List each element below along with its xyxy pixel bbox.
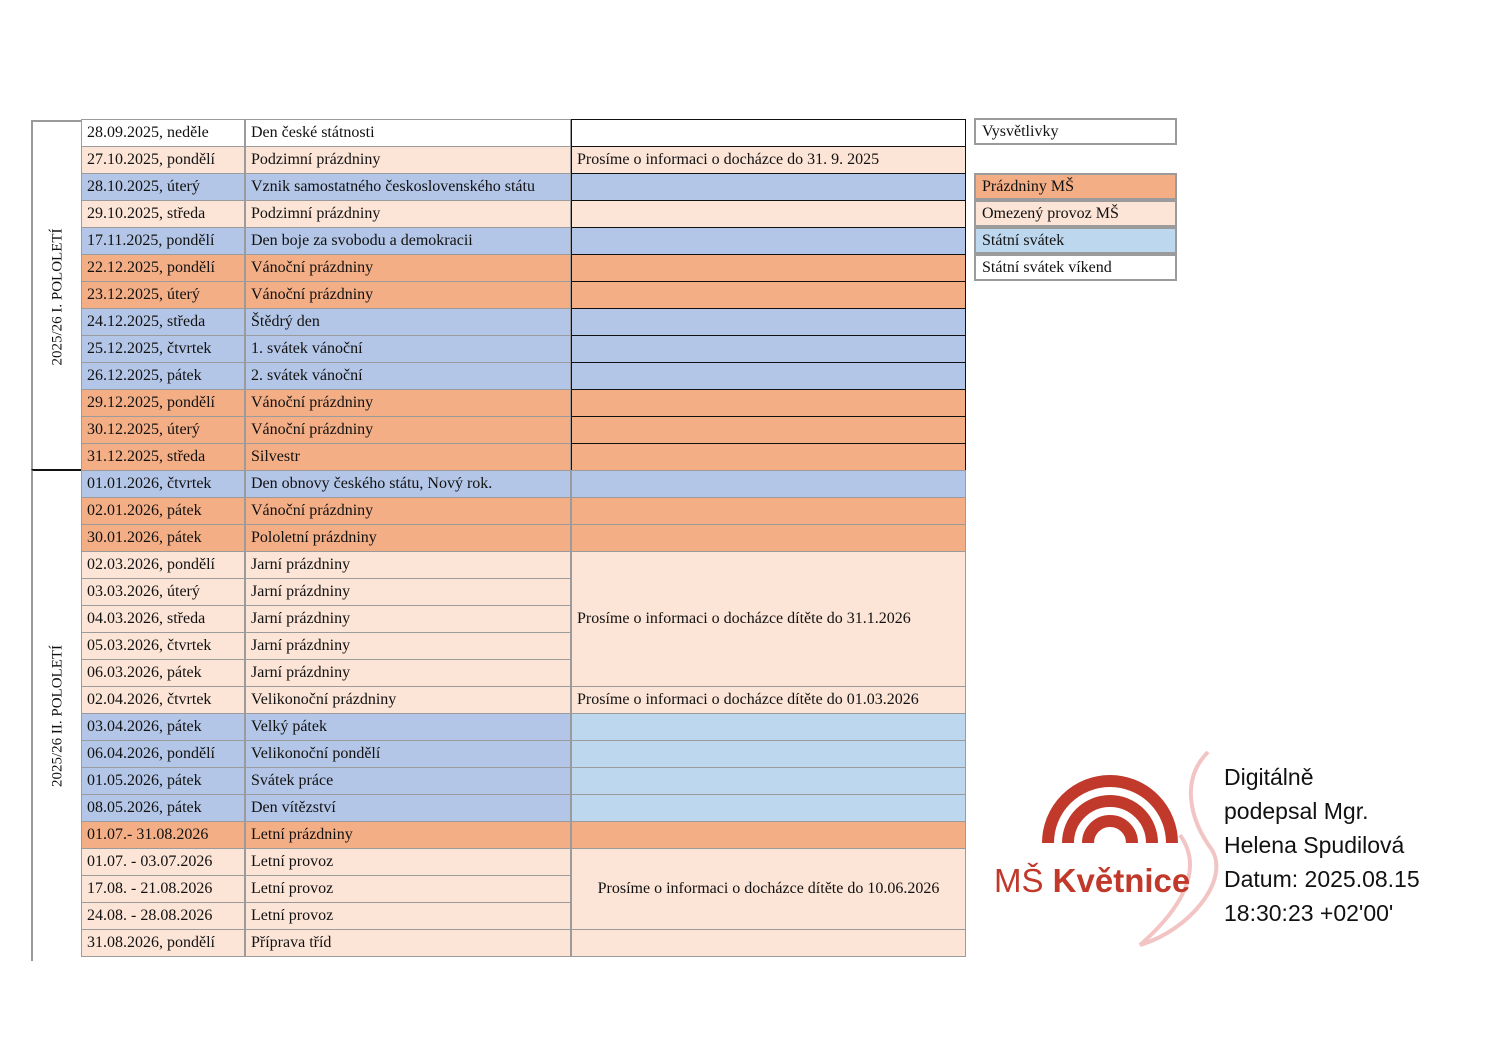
row-note bbox=[571, 443, 966, 471]
signature-line: Datum: 2025.08.15 bbox=[1224, 866, 1420, 892]
signature-line: Helena Spudilová bbox=[1224, 832, 1405, 858]
row-date: 01.07.- 31.08.2026 bbox=[81, 821, 245, 849]
row-date: 24.12.2025, středa bbox=[81, 308, 245, 336]
signature-line: Digitálně bbox=[1224, 764, 1314, 790]
row-note bbox=[571, 200, 966, 228]
row-date: 22.12.2025, pondělí bbox=[81, 254, 245, 282]
row-date: 03.03.2026, úterý bbox=[81, 578, 245, 606]
row-event: Svátek práce bbox=[245, 767, 571, 795]
row-note: Prosíme o informaci o docházce do 31. 9. 2025 bbox=[571, 146, 966, 174]
row-event: Jarní prázdniny bbox=[245, 605, 571, 633]
row-event: Letní provoz bbox=[245, 875, 571, 903]
row-event: 1. svátek vánoční bbox=[245, 335, 571, 363]
row-event: Den obnovy českého státu, Nový rok. bbox=[245, 470, 571, 498]
row-note bbox=[571, 254, 966, 282]
row-date: 01.07. - 03.07.2026 bbox=[81, 848, 245, 876]
row-date: 17.11.2025, pondělí bbox=[81, 227, 245, 255]
row-event: Letní provoz bbox=[245, 848, 571, 876]
row-date: 29.12.2025, pondělí bbox=[81, 389, 245, 417]
row-date: 06.03.2026, pátek bbox=[81, 659, 245, 687]
signature-line: podepsal Mgr. bbox=[1224, 798, 1369, 824]
legend-title: Vysvětlivky bbox=[974, 118, 1177, 145]
semester-2-label: 2025/26 II. POLOLETÍ bbox=[49, 644, 66, 788]
row-note bbox=[571, 227, 966, 255]
semester-1-column bbox=[31, 120, 83, 471]
row-date: 31.12.2025, středa bbox=[81, 443, 245, 471]
row-note bbox=[571, 119, 966, 147]
row-date: 28.09.2025, neděle bbox=[81, 119, 245, 147]
row-note bbox=[571, 767, 966, 795]
row-event: Den české státnosti bbox=[245, 119, 571, 147]
row-date: 27.10.2025, pondělí bbox=[81, 146, 245, 174]
row-event: Štědrý den bbox=[245, 308, 571, 336]
row-event: Letní prázdniny bbox=[245, 821, 571, 849]
row-event: Velikonoční prázdniny bbox=[245, 686, 571, 714]
row-date: 08.05.2026, pátek bbox=[81, 794, 245, 822]
row-event: Velikonoční pondělí bbox=[245, 740, 571, 768]
row-date: 02.01.2026, pátek bbox=[81, 497, 245, 525]
row-event: Vánoční prázdniny bbox=[245, 281, 571, 309]
row-event: Jarní prázdniny bbox=[245, 578, 571, 606]
row-date: 28.10.2025, úterý bbox=[81, 173, 245, 201]
row-date: 31.08.2026, pondělí bbox=[81, 929, 245, 957]
row-note bbox=[571, 335, 966, 363]
row-date: 17.08. - 21.08.2026 bbox=[81, 875, 245, 903]
row-note bbox=[571, 362, 966, 390]
row-date: 05.03.2026, čtvrtek bbox=[81, 632, 245, 660]
row-note: Prosíme o informaci o docházce dítěte do 31.1.2026 bbox=[571, 551, 966, 687]
row-event: Jarní prázdniny bbox=[245, 659, 571, 687]
row-event: Podzimní prázdniny bbox=[245, 146, 571, 174]
rainbow-logo-icon bbox=[990, 740, 1230, 960]
row-date: 01.01.2026, čtvrtek bbox=[81, 470, 245, 498]
row-note bbox=[571, 740, 966, 768]
row-event: Pololetní prázdniny bbox=[245, 524, 571, 552]
row-date: 30.01.2026, pátek bbox=[81, 524, 245, 552]
signature-line: 18:30:23 +02'00' bbox=[1224, 900, 1394, 926]
row-event: Velký pátek bbox=[245, 713, 571, 741]
logo-name: Květnice bbox=[1052, 862, 1191, 899]
row-date: 02.04.2026, čtvrtek bbox=[81, 686, 245, 714]
row-event: Příprava tříd bbox=[245, 929, 571, 957]
row-date: 02.03.2026, pondělí bbox=[81, 551, 245, 579]
row-event: Jarní prázdniny bbox=[245, 632, 571, 660]
row-event: Vánoční prázdniny bbox=[245, 254, 571, 282]
row-note bbox=[571, 713, 966, 741]
row-event: Vánoční prázdniny bbox=[245, 389, 571, 417]
row-note bbox=[571, 497, 966, 525]
legend-item-state-holiday: Státní svátek bbox=[974, 227, 1177, 254]
row-date: 30.12.2025, úterý bbox=[81, 416, 245, 444]
row-date: 29.10.2025, středa bbox=[81, 200, 245, 228]
row-event: Den boje za svobodu a demokracii bbox=[245, 227, 571, 255]
row-date: 24.08. - 28.08.2026 bbox=[81, 902, 245, 930]
row-date: 25.12.2025, čtvrtek bbox=[81, 335, 245, 363]
semester-1-label: 2025/26 I. POLOLETÍ bbox=[49, 227, 66, 366]
row-event: Letní provoz bbox=[245, 902, 571, 930]
row-date: 23.12.2025, úterý bbox=[81, 281, 245, 309]
legend-item-holidays: Prázdniny MŠ bbox=[974, 173, 1177, 200]
row-note bbox=[571, 416, 966, 444]
row-event: 2. svátek vánoční bbox=[245, 362, 571, 390]
semester-2-column bbox=[31, 469, 83, 961]
row-note bbox=[571, 524, 966, 552]
row-event: Vánoční prázdniny bbox=[245, 416, 571, 444]
legend-item-weekend-holiday: Státní svátek víkend bbox=[974, 254, 1177, 281]
row-event: Podzimní prázdniny bbox=[245, 200, 571, 228]
row-event: Jarní prázdniny bbox=[245, 551, 571, 579]
digital-signature bbox=[1224, 760, 1484, 930]
row-note bbox=[571, 929, 966, 957]
logo-prefix: MŠ bbox=[994, 862, 1044, 899]
row-note bbox=[571, 173, 966, 201]
row-date: 06.04.2026, pondělí bbox=[81, 740, 245, 768]
row-date: 03.04.2026, pátek bbox=[81, 713, 245, 741]
row-note bbox=[571, 821, 966, 849]
row-note: Prosíme o informaci o docházce dítěte do 01.03.2026 bbox=[571, 686, 966, 714]
row-note bbox=[571, 470, 966, 498]
legend-item-limited-operation: Omezený provoz MŠ bbox=[974, 200, 1177, 227]
logo-text bbox=[994, 862, 1190, 900]
row-note bbox=[571, 281, 966, 309]
row-note bbox=[571, 389, 966, 417]
row-date: 01.05.2026, pátek bbox=[81, 767, 245, 795]
row-event: Den vítězství bbox=[245, 794, 571, 822]
row-note bbox=[571, 308, 966, 336]
row-event: Vánoční prázdniny bbox=[245, 497, 571, 525]
row-date: 04.03.2026, středa bbox=[81, 605, 245, 633]
row-note: Prosíme o informaci o docházce dítěte do 10.06.2026 bbox=[571, 848, 966, 930]
row-event: Silvestr bbox=[245, 443, 571, 471]
row-event: Vznik samostatného československého státu bbox=[245, 173, 571, 201]
row-note bbox=[571, 794, 966, 822]
row-date: 26.12.2025, pátek bbox=[81, 362, 245, 390]
